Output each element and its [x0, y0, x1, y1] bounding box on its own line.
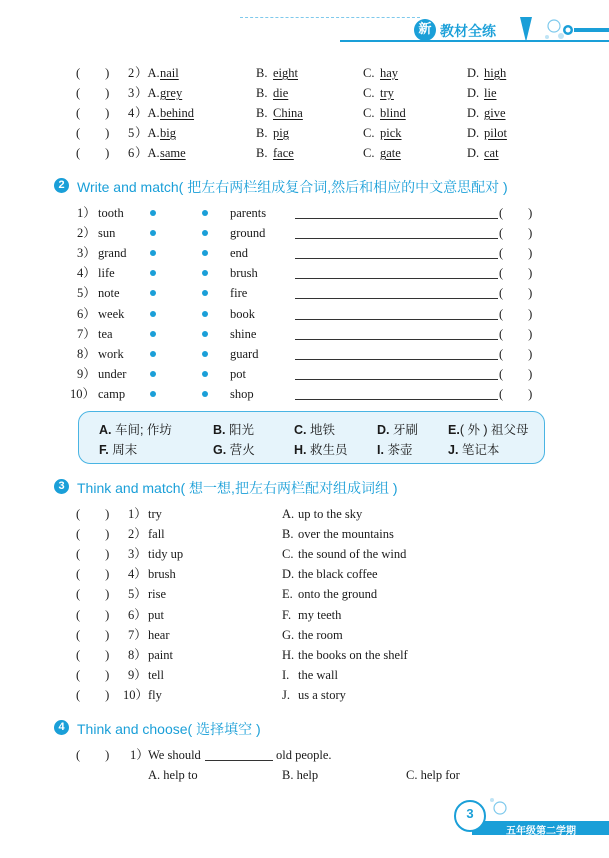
left-match-dot[interactable] — [150, 391, 156, 397]
right-word: fire — [230, 286, 248, 301]
option-e: E.( 外 ) 祖父母 — [448, 423, 529, 437]
right-key: J. — [282, 687, 290, 702]
section4-title — [77, 719, 261, 739]
section2-number: 2 — [54, 178, 69, 193]
right-word: shine — [230, 326, 257, 341]
row-number: 3） — [77, 246, 96, 261]
right-match-dot[interactable] — [202, 270, 208, 276]
left-match-dot[interactable] — [150, 351, 156, 357]
option-key: C. — [363, 86, 375, 100]
option-key: B. — [256, 66, 268, 80]
header-badge: 新 — [414, 19, 436, 41]
right-match-dot[interactable] — [202, 230, 208, 236]
answer-blank[interactable]: ( ) — [76, 547, 110, 562]
option-key: B. — [256, 126, 268, 140]
row-number: 6） — [77, 306, 96, 321]
answer-blank[interactable]: ( ) — [499, 326, 533, 341]
answer-line[interactable] — [295, 278, 498, 279]
answer-blank[interactable]: ( ) — [76, 86, 110, 100]
q1-option-c: C. help for — [406, 768, 460, 782]
option-key: C. — [363, 146, 375, 160]
row-number-suffix: ）A. — [135, 106, 160, 120]
fill-blank-line[interactable] — [205, 760, 273, 761]
left-word: tea — [98, 326, 113, 341]
option-word-b: China — [273, 106, 303, 120]
left-phrase: fall — [148, 527, 165, 542]
right-phrase: us a story — [298, 687, 346, 702]
option-d: D. 牙刷 — [377, 423, 418, 437]
right-match-dot[interactable] — [202, 351, 208, 357]
section4-number: 4 — [54, 720, 69, 735]
left-phrase: brush — [148, 567, 176, 582]
right-match-dot[interactable] — [202, 250, 208, 256]
answer-line[interactable] — [295, 359, 498, 360]
left-word: week — [98, 306, 125, 321]
row-number: 7） — [128, 627, 147, 642]
row-number: 5 — [128, 126, 135, 140]
row-number: 1） — [128, 507, 147, 521]
answer-line[interactable] — [295, 339, 498, 340]
left-word: under — [98, 366, 127, 381]
right-match-dot[interactable] — [202, 371, 208, 377]
answer-blank[interactable]: ( ) — [76, 507, 110, 521]
right-phrase: the wall — [298, 667, 338, 682]
right-phrase: the room — [298, 627, 343, 642]
option-c: C. 地铁 — [294, 423, 335, 437]
right-word: ground — [230, 226, 266, 241]
right-phrase: the sound of the wind — [298, 547, 407, 562]
option-word-d: pilot — [484, 126, 507, 140]
right-key: B. — [282, 527, 294, 542]
left-phrase: rise — [148, 587, 167, 602]
section2-title-text: Write and match — [77, 179, 179, 195]
row-number: 7） — [77, 326, 96, 341]
section2-options-box — [78, 411, 545, 464]
answer-blank[interactable]: ( ) — [76, 627, 110, 642]
row-number: 2） — [128, 527, 147, 542]
answer-blank[interactable]: ( ) — [76, 106, 110, 120]
section2-title — [77, 177, 508, 197]
option-key: B. — [256, 106, 268, 120]
header-rule — [240, 17, 420, 18]
left-phrase: try — [148, 507, 162, 521]
option-key: D. — [467, 86, 480, 100]
left-word: grand — [98, 246, 127, 261]
row-number: 8） — [128, 647, 147, 662]
right-key: H. — [282, 647, 295, 662]
right-word: shop — [230, 386, 254, 401]
answer-line[interactable] — [295, 379, 498, 380]
option-word-b: die — [273, 86, 289, 100]
row-number: 6 — [128, 146, 135, 160]
answer-line[interactable] — [295, 399, 498, 400]
question-text-before: We should — [148, 748, 201, 762]
answer-line[interactable] — [295, 319, 498, 320]
row-number: 5） — [77, 286, 96, 301]
option-word-c: blind — [380, 106, 406, 120]
row-number: 6） — [128, 607, 147, 622]
answer-blank[interactable]: ( ) — [76, 527, 110, 542]
left-match-dot[interactable] — [150, 210, 156, 216]
right-match-dot[interactable] — [202, 311, 208, 317]
answer-blank[interactable]: ( ) — [76, 587, 110, 602]
option-key: C. — [363, 126, 375, 140]
left-match-dot[interactable] — [150, 331, 156, 337]
option-word-d: cat — [484, 146, 499, 160]
footer-grade-label: 五年级第二学期 — [506, 826, 576, 837]
header-decoration-icon — [498, 14, 609, 44]
option-word-d: high — [484, 66, 507, 80]
answer-blank[interactable]: ( ) — [499, 266, 533, 281]
answer-blank[interactable]: ( ) — [76, 607, 110, 622]
section4-instruction: ( 选择填空 ) — [187, 721, 261, 737]
right-key: F. — [282, 607, 292, 622]
answer-blank[interactable]: ( ) — [76, 687, 110, 702]
left-phrase: tell — [148, 667, 164, 682]
row-number: 3 — [128, 86, 135, 100]
option-a: A. 车间; 作坊 — [99, 423, 172, 437]
right-key: G. — [282, 627, 295, 642]
section4-title-text: Think and choose — [77, 721, 188, 737]
option-key: B. — [256, 86, 268, 100]
row-number-suffix: ）A. — [135, 86, 160, 100]
right-word: guard — [230, 346, 259, 361]
right-match-dot[interactable] — [202, 210, 208, 216]
option-word-b: pig — [273, 126, 289, 140]
row-number: 10） — [123, 687, 149, 702]
right-key: I. — [282, 667, 290, 682]
option-word-a: behind — [160, 106, 195, 120]
left-word: work — [98, 346, 124, 361]
option-word-a: nail — [160, 66, 179, 80]
left-phrase: tidy up — [148, 547, 184, 562]
answer-blank[interactable]: ( ) — [499, 306, 533, 321]
row-number: 9） — [77, 366, 96, 381]
option-key: B. — [256, 146, 268, 160]
answer-line[interactable] — [295, 258, 498, 259]
option-key: C. — [363, 66, 375, 80]
option-word-c: gate — [380, 146, 401, 160]
option-key: D. — [467, 106, 480, 120]
answer-blank[interactable]: ( ) — [76, 748, 110, 762]
question-text-after: old people. — [276, 748, 332, 762]
answer-blank[interactable]: ( ) — [499, 386, 533, 401]
row-number: 10） — [70, 386, 96, 401]
right-phrase: the black coffee — [298, 567, 378, 582]
option-word-a: big — [160, 126, 176, 140]
right-word: brush — [230, 266, 258, 281]
option-word-a: same — [160, 146, 186, 160]
row-number: 3） — [128, 547, 147, 562]
section2-instruction: ( 把左右两栏组成复合词,然后和相应的中文意思配对 ) — [178, 179, 508, 195]
option-word-c: try — [380, 86, 394, 100]
right-match-dot[interactable] — [202, 290, 208, 296]
option-word-b: face — [273, 146, 294, 160]
answer-blank[interactable]: ( ) — [76, 146, 110, 160]
right-phrase: over the mountains — [298, 527, 394, 542]
question-number: 1） — [130, 748, 149, 762]
answer-blank[interactable]: ( ) — [499, 346, 533, 361]
left-word: camp — [98, 386, 126, 401]
answer-blank[interactable]: ( ) — [76, 66, 110, 80]
right-match-dot[interactable] — [202, 391, 208, 397]
right-word: book — [230, 306, 255, 321]
left-phrase: hear — [148, 627, 170, 642]
section3-instruction: ( 想一想,把左右两栏配对组成词组 ) — [180, 480, 398, 496]
right-word: pot — [230, 366, 246, 381]
option-i: I. 茶壶 — [377, 443, 413, 457]
option-word-c: hay — [380, 66, 399, 80]
answer-blank[interactable]: ( ) — [76, 647, 110, 662]
option-word-b: eight — [273, 66, 298, 80]
right-phrase: the books on the shelf — [298, 647, 408, 662]
left-word: sun — [98, 226, 116, 241]
answer-blank[interactable]: ( ) — [499, 286, 533, 301]
option-word-d: give — [484, 106, 506, 120]
answer-line[interactable] — [295, 218, 498, 219]
section3-title — [77, 478, 398, 498]
answer-blank[interactable]: ( ) — [76, 567, 110, 582]
section3-number: 3 — [54, 479, 69, 494]
option-key: D. — [467, 66, 480, 80]
answer-line[interactable] — [295, 238, 498, 239]
answer-blank[interactable]: ( ) — [76, 126, 110, 140]
row-number: 9） — [128, 667, 147, 682]
right-key: D. — [282, 567, 295, 582]
answer-blank[interactable]: ( ) — [499, 226, 533, 241]
answer-line[interactable] — [295, 298, 498, 299]
option-j: J. 笔记本 — [448, 443, 500, 457]
right-word: end — [230, 246, 249, 261]
right-word: parents — [230, 206, 267, 220]
option-g: G. 营火 — [213, 443, 255, 457]
row-number: 2） — [77, 226, 96, 241]
section3-title-text: Think and match — [77, 480, 181, 496]
right-key: A. — [282, 507, 295, 521]
left-phrase: fly — [148, 687, 162, 702]
left-phrase: put — [148, 607, 164, 622]
row-number-suffix: ）A. — [135, 66, 160, 80]
right-key: E. — [282, 587, 293, 602]
right-phrase: up to the sky — [298, 507, 363, 521]
option-key: C. — [363, 106, 375, 120]
option-f: F. 周末 — [99, 443, 138, 457]
left-word: tooth — [98, 206, 124, 220]
right-match-dot[interactable] — [202, 331, 208, 337]
option-key: D. — [467, 126, 480, 140]
row-number: 2 — [128, 66, 135, 80]
option-word-d: lie — [484, 86, 497, 100]
q1-option-b: B. help — [282, 768, 319, 782]
row-number-suffix: ）A. — [135, 126, 160, 140]
footer-page-number: 3 — [466, 806, 474, 821]
option-h: H. 救生员 — [294, 443, 348, 457]
answer-blank[interactable]: ( ) — [499, 366, 533, 381]
left-word: life — [98, 266, 115, 281]
option-b: B. 阳光 — [213, 423, 254, 437]
q1-option-a: A. help to — [148, 768, 198, 782]
header-brand: 教材全练 — [440, 23, 496, 39]
row-number: 1） — [77, 206, 96, 220]
option-word-a: grey — [160, 86, 183, 100]
left-match-dot[interactable] — [150, 311, 156, 317]
left-match-dot[interactable] — [150, 250, 156, 256]
right-phrase: my teeth — [298, 607, 342, 622]
option-word-c: pick — [380, 126, 402, 140]
left-match-dot[interactable] — [150, 270, 156, 276]
left-match-dot[interactable] — [150, 290, 156, 296]
left-phrase: paint — [148, 647, 173, 662]
answer-blank[interactable]: ( ) — [76, 667, 110, 682]
left-match-dot[interactable] — [150, 230, 156, 236]
row-number: 5） — [128, 587, 147, 602]
answer-blank[interactable]: ( ) — [499, 206, 533, 220]
left-match-dot[interactable] — [150, 371, 156, 377]
row-number-suffix: ）A. — [135, 146, 160, 160]
right-key: C. — [282, 547, 294, 562]
row-number: 8） — [77, 346, 96, 361]
left-word: note — [98, 286, 120, 301]
option-key: D. — [467, 146, 480, 160]
row-number: 4 — [128, 106, 135, 120]
right-phrase: onto the ground — [298, 587, 378, 602]
row-number: 4） — [77, 266, 96, 281]
answer-blank[interactable]: ( ) — [499, 246, 533, 261]
row-number: 4） — [128, 567, 147, 582]
